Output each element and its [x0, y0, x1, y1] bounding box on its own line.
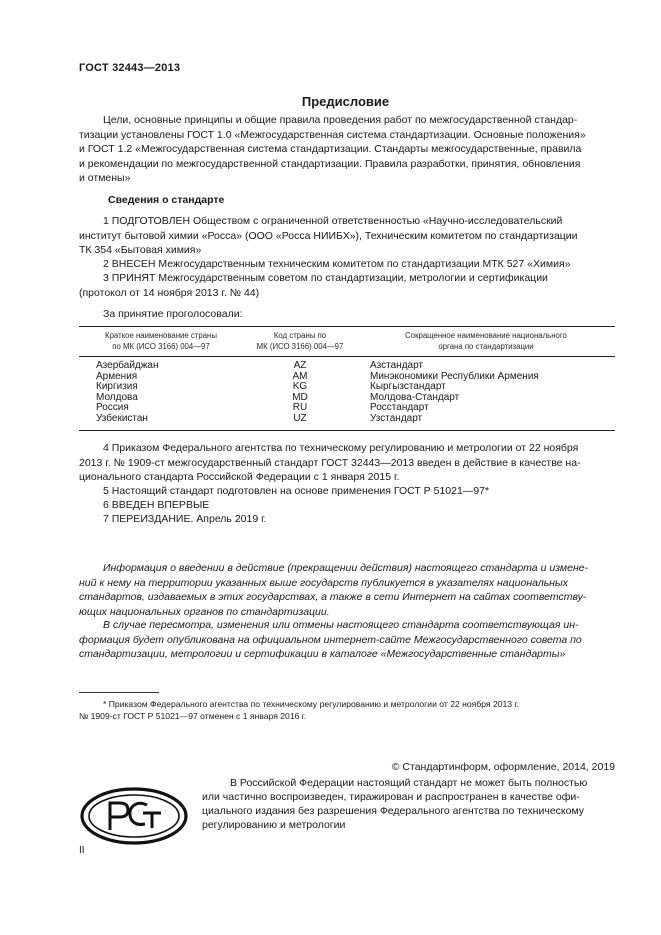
- intro-line: и ГОСТ 1.2 «Межгосударственная система стандартизации. Стандарты межгосударственные, правила: [79, 143, 582, 155]
- page-number: II: [79, 845, 85, 856]
- table-cell-code: AZ: [293, 360, 307, 371]
- table-header-body: Сокращенное наименование национального органа по стандартизации: [405, 331, 567, 351]
- intro-line: тизации установлены ГОСТ 1.0 «Межгосударственная система стандартизации. Основные положения»: [79, 128, 586, 141]
- document-header: ГОСТ 32443—2013: [79, 62, 181, 74]
- preface-title: Предисловие: [301, 94, 390, 109]
- info-paragraph-2: [79, 618, 615, 662]
- table-cell-country: Азербайджан: [96, 360, 159, 371]
- item-4-line: 2013 г. № 1909-ст межгосударственный стандарт ГОСТ 32443—2013 введен в действие в качестве на-: [79, 456, 581, 469]
- table-cell-country: Армения: [96, 370, 138, 382]
- info-line: Информация о введении в действие (прекращении действия) настоящего стандарта и измене-: [103, 562, 589, 574]
- info-line: стандартов, издаваемых в этих государствах, а также в сети Интернет на сайтах соответству-: [79, 591, 587, 603]
- notice-line: или частично воспроизведен, тиражирован и распространен в качестве офи-: [202, 791, 580, 803]
- table-cell-country: Молдова: [96, 391, 138, 403]
- info-paragraph-1: [79, 561, 615, 619]
- table-cell-code: UZ: [293, 412, 307, 424]
- table-bottom-rule: [79, 430, 615, 431]
- table-cell-country: Узбекистан: [96, 412, 148, 424]
- intro-paragraph: [79, 113, 615, 186]
- item-7: 7 ПЕРЕИЗДАНИЕ. Апрель 2019 г.: [103, 513, 267, 525]
- table-header-country: Краткое наименование страны по МК (ИСО 3166) 004—97: [105, 331, 217, 351]
- table-cell-body: Росстандарт: [370, 402, 429, 414]
- table-cell-code: RU: [292, 402, 308, 414]
- table-code-column: [270, 361, 330, 425]
- table-cell-code: KG: [292, 381, 308, 393]
- table-cell-body: Молдова-Стандарт: [370, 391, 460, 403]
- table-cell-body: Узстандарт: [370, 412, 423, 424]
- item-3: [79, 271, 615, 300]
- item-4: [79, 441, 615, 485]
- table-top-rule: [79, 326, 615, 327]
- intro-line: Цели, основные принципы и общие правила проведения работ по межгосударственной стандар-: [103, 114, 578, 126]
- section-title: Сведения о стандарте: [108, 194, 225, 206]
- footnote-rule: [79, 692, 159, 693]
- item-4-line: ционального стандарта Российской Федерации с 1 января 2015 г.: [79, 471, 400, 483]
- item-6: 6 ВВЕДЕН ВПЕРВЫЕ: [103, 499, 210, 511]
- notice-line: циального издания без разрешения Федерального агентства по техническому: [202, 805, 585, 817]
- item-4-line: 4 Приказом Федерального агентства по техническому регулированию и метрологии от 22 ноября: [103, 442, 579, 454]
- info-line: стандартизации, метрологии и сертификации в каталоге «Межгосударственные стандарты»: [79, 648, 566, 660]
- item-1: [79, 214, 615, 258]
- item-1-line: институт бытовой химии «Росса» (ООО «Росса НИИБХ»), Техническим комитетом по стандартизации: [79, 229, 578, 242]
- table-cell-body: Минэкономики Республики Армения: [370, 370, 539, 382]
- pct-logo: [79, 786, 189, 851]
- intro-line: и отмены»: [79, 172, 131, 184]
- table-header-rule: [79, 356, 615, 357]
- info-line: ющих национальных органов по стандартизации.: [79, 605, 330, 618]
- info-line: формация будет опубликована на официальном интернет-сайте Межгосударственного совета по: [79, 633, 582, 646]
- voted-label: За принятие проголосовали:: [103, 308, 243, 320]
- item-3-line: 3 ПРИНЯТ Межгосударственным советом по стандартизации, метрологии и сертификации: [103, 272, 548, 284]
- footnote-line: № 1909-ст ГОСТ Р 51021—97 отменен с 1 января 2016 г.: [79, 711, 307, 721]
- item-3-line: (протокол от 14 ноября 2013 г. № 44): [79, 286, 260, 299]
- table-body-column: [370, 361, 610, 425]
- table-cell-country: Киргизия: [96, 381, 138, 393]
- item-5: 5 Настоящий стандарт подготовлен на основе применения ГОСТ Р 51021—97*: [103, 485, 490, 497]
- intro-line: и рекомендации по межгосударственной стандартизации. Правила разработки, принятия, обновления: [79, 157, 581, 170]
- item-2: 2 ВНЕСЕН Межгосударственным техническим комитетом по стандартизации МТК 527 «Химия»: [103, 258, 571, 270]
- table-country-column: [96, 361, 236, 425]
- footnote: [79, 698, 619, 722]
- notice-line: регулированию и метрологии: [202, 819, 346, 831]
- table-cell-body: Азстандарт: [370, 360, 424, 371]
- info-line: ний к нему на территории указанных выше государств публикуется в указателях национальных: [79, 576, 569, 589]
- info-line: В случае пересмотра, изменения или отмены настоящего стандарта соответствующая ин-: [103, 619, 579, 631]
- table-cell-country: Россия: [96, 402, 129, 414]
- copyright-notice: [202, 776, 615, 832]
- copyright: © Стандартинформ, оформление, 2014, 2019: [391, 761, 615, 773]
- table-cell-code: MD: [292, 391, 308, 403]
- footnote-line: * Приказом Федерального агентства по техническому регулированию и метрологии от 22 ноября 2013 г.: [103, 699, 519, 709]
- pct-logo-icon: [79, 786, 189, 846]
- notice-line: В Российской Федерации настоящий стандарт не может быть полностью: [230, 777, 588, 789]
- table-cell-code: AM: [292, 370, 308, 382]
- table-cell-body: Кыргызстандарт: [370, 381, 446, 393]
- item-1-line: ТК 354 «Бытовая химия»: [79, 244, 202, 256]
- item-1-line: 1 ПОДГОТОВЛЕН Обществом с ограниченной ответственностью «Научно-исследовательский: [103, 215, 563, 227]
- table-header-code: Код страны по МК (ИСО 3166) 004—97: [256, 331, 344, 351]
